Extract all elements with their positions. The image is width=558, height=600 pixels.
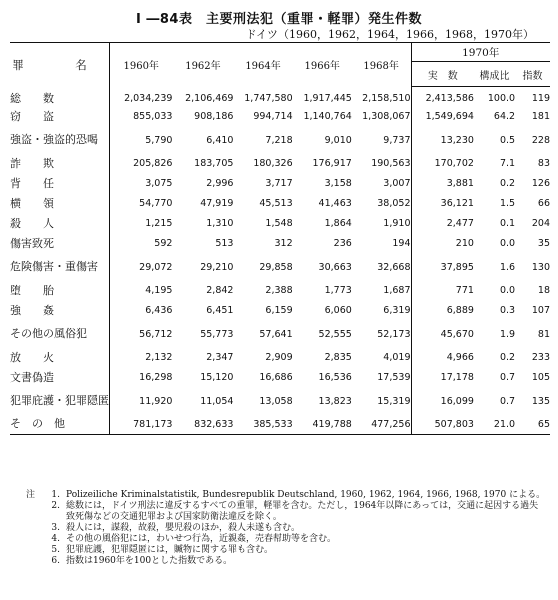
cell-ratio: 1.5	[499, 198, 516, 209]
cell-ratio: 0.3	[499, 305, 516, 316]
footnote-item	[26, 490, 546, 501]
cell-v1970: 771	[411, 281, 474, 301]
cell-ratio: 1.6	[499, 261, 516, 273]
footnote-number: 2.	[51, 501, 60, 511]
cell-v1968: 1,308,067	[362, 111, 411, 122]
row-crime-name: 横 領	[10, 194, 110, 214]
cell-v1966: 1,917,445	[303, 93, 352, 104]
cell-v1964: 6,159	[265, 305, 293, 316]
cell-v1964: 2,909	[265, 352, 293, 363]
footnote-label	[26, 534, 46, 545]
cell-index: 83	[537, 158, 550, 169]
footnote-text: 指数は1960年を100とした指数である。	[66, 556, 233, 566]
header-actual: 実 数	[411, 62, 474, 87]
footnotes	[26, 490, 546, 567]
cell-v1970: 170,702	[411, 154, 474, 174]
cell-v1970: 37,895	[411, 254, 474, 281]
footnote-item	[26, 534, 546, 545]
cell-index: 105	[531, 372, 550, 383]
cell-v1970: 210	[411, 234, 474, 254]
header-1960: 1960年	[123, 61, 159, 73]
cell-v1960: 4,195	[145, 285, 173, 296]
cell-v1962: 29,210	[200, 261, 234, 273]
crime-table	[10, 42, 550, 435]
table-row	[10, 254, 550, 281]
table-row	[10, 388, 550, 415]
cell-ratio: 0.0	[499, 238, 516, 249]
table-row	[10, 214, 550, 234]
cell-v1966: 3,158	[324, 178, 352, 189]
cell-v1964: 13,058	[259, 395, 293, 407]
cell-v1964: 45,513	[259, 198, 293, 209]
cell-v1970: 17,178	[411, 368, 474, 388]
row-crime-name: 詐 欺	[10, 154, 110, 174]
row-crime-name: 危険傷害・重傷害	[10, 254, 110, 281]
row-crime-name: 放 火	[10, 348, 110, 368]
table-row	[10, 368, 550, 388]
row-crime-name: 強 姦	[10, 301, 110, 321]
cell-v1964: 29,858	[259, 261, 293, 273]
cell-v1970: 2,477	[411, 214, 474, 234]
cell-v1966: 176,917	[312, 158, 352, 169]
cell-v1962: 1,310	[206, 218, 234, 229]
table-header	[10, 43, 550, 87]
cell-v1968: 9,737	[383, 134, 411, 146]
footnote-item	[26, 545, 546, 556]
cell-v1960: 54,770	[139, 198, 173, 209]
table-row	[10, 174, 550, 194]
cell-v1960: 5,790	[145, 134, 173, 146]
footnote-item	[26, 501, 546, 523]
cell-v1968: 15,319	[377, 395, 411, 407]
footnote-item	[26, 523, 546, 534]
row-crime-name: 窃 盗	[10, 107, 110, 127]
row-crime-name: 文書偽造	[10, 368, 110, 388]
cell-v1964: 994,714	[253, 111, 293, 122]
table-row	[10, 415, 550, 435]
cell-v1962: 6,410	[206, 134, 234, 146]
cell-index: 181	[531, 111, 550, 122]
cell-v1966: 9,010	[324, 134, 352, 146]
footnote-number: 4.	[51, 534, 60, 544]
cell-ratio: 0.5	[499, 134, 516, 146]
cell-ratio: 0.7	[499, 372, 516, 383]
cell-v1970: 507,803	[411, 415, 474, 435]
table-row	[10, 348, 550, 368]
footnote-number: 6.	[51, 556, 60, 566]
footnote-item	[26, 556, 546, 567]
header-1964: 1964年	[245, 61, 281, 73]
cell-v1962: 15,120	[200, 372, 234, 383]
cell-ratio: 21.0	[474, 415, 515, 435]
cell-v1968: 32,668	[377, 261, 411, 273]
cell-v1966: 419,788	[293, 415, 352, 435]
cell-v1960: 16,298	[139, 372, 173, 383]
footnote-text: 殺人には，謀殺，故殺，嬰児殺のほか，殺人未遂も含む。	[66, 523, 301, 533]
cell-v1960: 781,173	[110, 415, 173, 435]
cell-index: 228	[531, 134, 550, 146]
cell-v1962: 55,773	[200, 328, 234, 340]
row-crime-name: 傷害致死	[10, 234, 110, 254]
footnote-label	[26, 545, 46, 556]
cell-v1962: 2,842	[206, 285, 234, 296]
cell-v1966: 1,773	[324, 285, 352, 296]
cell-index: 65	[515, 415, 550, 435]
cell-v1970: 3,881	[411, 174, 474, 194]
row-crime-name: その他の風俗犯	[10, 321, 110, 348]
footnote-text: 犯罪庇護，犯罪隠匿には，贓物に関する罪も含む。	[66, 545, 274, 555]
cell-v1962: 183,705	[194, 158, 234, 169]
row-crime-name: 堕 胎	[10, 281, 110, 301]
cell-v1964: 7,218	[265, 134, 293, 146]
cell-v1962: 832,633	[172, 415, 233, 435]
cell-v1960: 2,034,239	[124, 93, 173, 104]
cell-v1966: 13,823	[318, 395, 352, 407]
cell-v1960: 2,132	[145, 352, 173, 363]
cell-index: 126	[531, 178, 550, 189]
cell-v1962: 2,106,469	[185, 93, 234, 104]
cell-ratio: 0.2	[499, 352, 516, 363]
cell-index: 233	[531, 352, 550, 363]
cell-ratio: 0.7	[499, 395, 516, 407]
cell-index: 204	[531, 218, 550, 229]
row-crime-name: 総 数	[10, 87, 110, 107]
table-body	[10, 87, 550, 435]
table-row	[10, 234, 550, 254]
cell-v1960: 592	[154, 238, 173, 249]
row-crime-name: 強盗・強盗的恐喝	[10, 127, 110, 154]
table-row	[10, 107, 550, 127]
cell-v1968: 2,158,510	[362, 93, 411, 104]
cell-v1964: 3,717	[265, 178, 293, 189]
cell-v1968: 1,910	[383, 218, 411, 229]
cell-ratio: 0.2	[499, 178, 516, 189]
table-row	[10, 154, 550, 174]
cell-v1964: 2,388	[265, 285, 293, 296]
cell-v1964: 180,326	[253, 158, 293, 169]
footnote-number: 3.	[51, 523, 60, 533]
cell-ratio: 7.1	[499, 158, 516, 169]
cell-ratio: 1.9	[499, 328, 516, 340]
cell-v1964: 16,686	[259, 372, 293, 383]
cell-v1962: 513	[215, 238, 234, 249]
cell-index: 18	[537, 285, 550, 296]
header-name: 罪 名	[10, 43, 110, 87]
cell-v1970: 36,121	[411, 194, 474, 214]
cell-index: 107	[531, 305, 550, 316]
table-row	[10, 127, 550, 154]
cell-v1966: 52,555	[318, 328, 352, 340]
cell-v1960: 29,072	[139, 261, 173, 273]
cell-v1970: 1,549,694	[411, 107, 474, 127]
footnote-label	[26, 523, 46, 534]
cell-v1962: 2,347	[206, 352, 234, 363]
header-index: 指数	[515, 62, 550, 87]
header-1970-group: 1970年	[411, 43, 550, 62]
cell-v1970: 16,099	[411, 388, 474, 415]
footnote-label: 注	[26, 490, 36, 500]
cell-v1964: 385,533	[233, 415, 292, 435]
footnote-text: 総数には，ドイツ刑法に違反するすべての重罪，軽罪を含む。ただし，1964年以降にあっては，交通に起因する過失致死傷などの交通犯罪および国家防衛法違反を除く。	[66, 501, 539, 522]
cell-v1960: 205,826	[133, 158, 173, 169]
cell-v1962: 6,451	[206, 305, 234, 316]
header-ratio: 構成比	[474, 62, 515, 87]
header-1962: 1962年	[185, 61, 221, 73]
cell-v1970: 2,413,586	[411, 87, 474, 107]
header-1966: 1966年	[304, 61, 340, 73]
cell-v1966: 236	[333, 238, 352, 249]
cell-v1964: 312	[274, 238, 293, 249]
cell-v1966: 30,663	[318, 261, 352, 273]
cell-index: 81	[537, 328, 550, 340]
cell-v1962: 2,996	[206, 178, 234, 189]
cell-v1968: 477,256	[352, 415, 411, 435]
cell-v1962: 47,919	[200, 198, 234, 209]
cell-ratio: 64.2	[493, 111, 516, 122]
cell-v1964: 57,641	[259, 328, 293, 340]
table-row	[10, 87, 550, 107]
cell-v1966: 16,536	[318, 372, 352, 383]
cell-v1970: 4,966	[411, 348, 474, 368]
cell-v1966: 1,140,764	[303, 111, 352, 122]
table-subtitle: ドイツ（1960，1962，1964，1966，1968，1970年）	[245, 28, 534, 41]
cell-v1968: 1,687	[383, 285, 411, 296]
footnote-text: Polizeiliche Kriminalstatistik, Bundesrepublik Deutschland, 1960, 1962, 1964, 1966, 1968, 1970 による。	[66, 490, 546, 500]
cell-v1966: 2,835	[324, 352, 352, 363]
cell-index: 119	[531, 93, 550, 105]
cell-v1962: 908,186	[194, 111, 234, 122]
footnote-number: 1.	[51, 490, 60, 500]
cell-v1964: 1,548	[265, 218, 293, 229]
table-row	[10, 281, 550, 301]
cell-v1970: 6,889	[411, 301, 474, 321]
cell-v1968: 3,007	[383, 178, 411, 189]
cell-v1960: 3,075	[145, 178, 173, 189]
footnote-text: その他の風俗犯には，わいせつ行為，近親姦，売春幇助等を含む。	[66, 534, 337, 544]
header-1968: 1968年	[363, 61, 399, 73]
cell-v1970: 13,230	[411, 127, 474, 154]
cell-v1968: 194	[392, 238, 411, 249]
cell-ratio: 0.1	[499, 218, 516, 229]
cell-index: 130	[531, 261, 550, 273]
cell-v1966: 1,864	[324, 218, 352, 229]
footnote-label	[26, 556, 46, 567]
cell-v1960: 855,033	[133, 111, 173, 122]
cell-ratio: 100.0	[487, 93, 516, 105]
cell-v1960: 56,712	[139, 328, 173, 340]
table-title: I ―84表 主要刑法犯（重罪・軽罪）発生件数	[136, 12, 422, 27]
cell-v1966: 6,060	[324, 305, 352, 316]
cell-v1968: 17,539	[377, 372, 411, 383]
cell-index: 135	[531, 395, 550, 407]
cell-v1968: 52,173	[377, 328, 411, 340]
cell-v1962: 11,054	[200, 395, 234, 407]
row-crime-name: 背 任	[10, 174, 110, 194]
cell-index: 35	[537, 238, 550, 249]
cell-v1968: 190,563	[371, 158, 411, 169]
footnote-number: 5.	[51, 545, 60, 555]
footnote-label	[26, 501, 46, 523]
cell-index: 66	[537, 198, 550, 209]
cell-v1964: 1,747,580	[244, 93, 293, 104]
row-crime-name: 犯罪庇護・犯罪隠匿	[10, 388, 110, 415]
cell-v1960: 11,920	[139, 395, 173, 407]
table-row	[10, 194, 550, 214]
cell-v1970: 45,670	[411, 321, 474, 348]
cell-v1968: 4,019	[383, 352, 411, 363]
table-row	[10, 321, 550, 348]
cell-v1960: 6,436	[145, 305, 173, 316]
cell-v1968: 38,052	[377, 198, 411, 209]
cell-v1968: 6,319	[383, 305, 411, 316]
row-crime-name: 殺 人	[10, 214, 110, 234]
cell-v1960: 1,215	[145, 218, 173, 229]
row-crime-name: そ の 他	[10, 415, 110, 435]
cell-ratio: 0.0	[499, 285, 516, 296]
table-row	[10, 301, 550, 321]
cell-v1966: 41,463	[318, 198, 352, 209]
